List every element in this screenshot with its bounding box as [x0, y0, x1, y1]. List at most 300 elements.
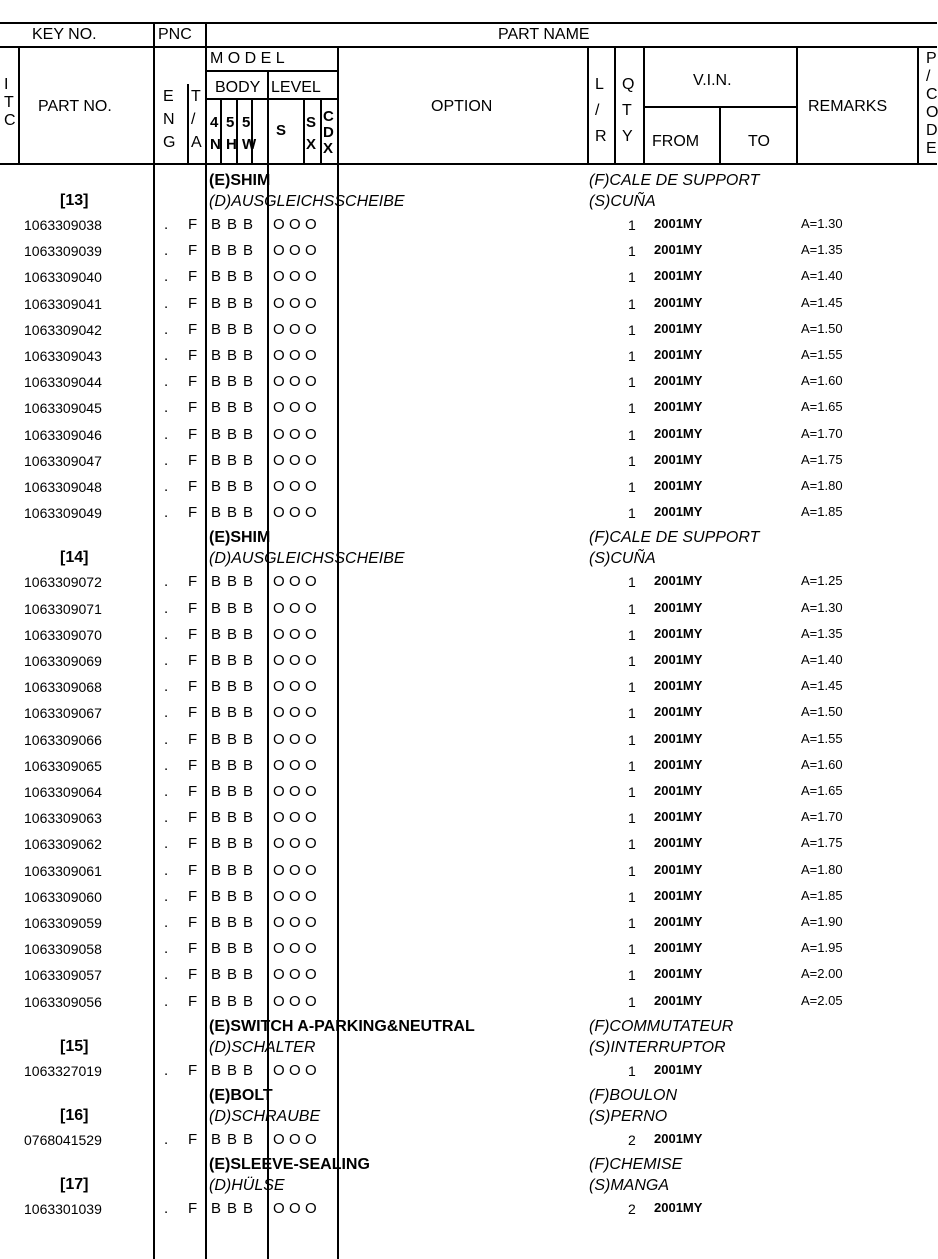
ta-header-char: T — [191, 88, 201, 105]
remarks-value: A=1.60 — [801, 756, 843, 772]
body-code: B — [227, 887, 238, 905]
ta-code: F — [188, 373, 198, 391]
ta-code: F — [188, 914, 198, 931]
body-code: B — [211, 573, 222, 591]
part-number: 1063327019 — [24, 1062, 102, 1079]
level-code: O — [289, 1131, 301, 1148]
body-col-header-char: N — [210, 136, 221, 153]
level-code: O — [305, 861, 317, 879]
quantity: 1 — [628, 295, 636, 312]
body-code: B — [227, 756, 238, 774]
body-code: B — [211, 678, 222, 696]
remarks-value: A=1.90 — [801, 914, 843, 929]
remarks-value: A=1.45 — [801, 294, 843, 310]
part-name-french: (F)CALE DE SUPPORT — [589, 529, 760, 547]
level-code: O — [289, 599, 301, 617]
level-code: O — [289, 216, 301, 233]
vin-from: 2001MY — [654, 809, 703, 825]
level-sx-header-char: S — [306, 114, 317, 131]
body-code: B — [211, 451, 222, 469]
header-subdivider-4 — [719, 106, 721, 164]
vin-from: 2001MY — [654, 992, 703, 1008]
body-header: BODY — [215, 79, 261, 96]
body-code: B — [243, 1131, 254, 1148]
eng-code: . — [164, 216, 169, 233]
part-number: 1063309066 — [24, 731, 102, 748]
level-sx-header-char: X — [306, 136, 317, 153]
body-code: B — [211, 652, 222, 669]
ta-code: F — [188, 1131, 198, 1148]
quantity: 1 — [628, 243, 636, 260]
part-name-english: (E)SHIM — [209, 529, 271, 547]
body-code: B — [211, 1131, 222, 1148]
level-code: O — [273, 347, 285, 364]
level-code: O — [289, 1200, 301, 1218]
ta-code: F — [188, 478, 198, 495]
body-code: B — [243, 599, 254, 617]
level-cdx-header-char: X — [323, 140, 334, 157]
vin-from: 2001MY — [654, 783, 703, 798]
body-col-header-char: 5 — [242, 114, 251, 131]
ta-code: F — [188, 992, 198, 1010]
part-name-french: (F)BOULON — [589, 1087, 677, 1104]
remarks-value: A=1.30 — [801, 216, 843, 231]
level-code: O — [289, 809, 301, 827]
part-number: 1063309042 — [24, 321, 102, 338]
body-code: B — [243, 1200, 254, 1218]
eng-code: . — [164, 451, 169, 469]
body-code: B — [227, 678, 238, 696]
level-code: O — [305, 678, 317, 696]
body-code: B — [227, 1200, 238, 1218]
level-code: O — [305, 573, 317, 591]
part-number: 1063309063 — [24, 810, 102, 827]
vin-from: 2001MY — [654, 1131, 703, 1146]
remarks-value: A=1.60 — [801, 373, 843, 389]
part-name-german: (D)AUSGLEICHSSCHEIBE — [209, 193, 405, 210]
quantity: 1 — [628, 452, 636, 469]
part-number: 1063309048 — [24, 479, 102, 495]
eng-code: . — [164, 966, 169, 984]
body-code: B — [243, 992, 254, 1010]
level-code: O — [273, 373, 285, 391]
body-code: B — [243, 940, 254, 958]
body-code: B — [211, 783, 222, 800]
remarks-value: A=1.55 — [801, 347, 843, 362]
body-code: B — [243, 914, 254, 931]
ta-code: F — [188, 940, 198, 958]
body-code: B — [227, 399, 238, 417]
eng-code: . — [164, 783, 169, 800]
level-code: O — [289, 399, 301, 417]
body-code: B — [211, 940, 222, 958]
remarks-value: A=1.70 — [801, 809, 843, 825]
body-code: B — [211, 294, 222, 312]
body-column-rule-1 — [205, 164, 207, 1259]
remarks-value: A=1.65 — [801, 783, 843, 798]
body-code: B — [243, 268, 254, 286]
body-code: B — [211, 625, 222, 643]
level-code: O — [273, 1061, 285, 1079]
body-code: B — [211, 320, 222, 338]
vin-from: 2001MY — [654, 399, 703, 415]
eng-code: . — [164, 992, 169, 1010]
level-code: O — [305, 294, 317, 312]
eng-code: . — [164, 861, 169, 879]
ta-code: F — [188, 704, 198, 722]
part-name-header: PART NAME — [498, 26, 590, 43]
eng-code: . — [164, 347, 169, 364]
header-divider-2 — [205, 22, 207, 164]
level-code: O — [273, 704, 285, 722]
eng-code: . — [164, 294, 169, 312]
remarks-value: A=1.35 — [801, 625, 843, 641]
vin-from: 2001MY — [654, 756, 703, 772]
pnc-key-no: [14] — [60, 549, 89, 567]
level-code: O — [289, 573, 301, 591]
eng-code: . — [164, 320, 169, 338]
level-code: O — [289, 425, 301, 443]
qty-header-char: T — [622, 102, 632, 119]
header-subdivider-8 — [236, 98, 238, 164]
quantity: 1 — [628, 888, 636, 905]
level-code: O — [289, 320, 301, 338]
eng-code: . — [164, 399, 169, 417]
itc-header-char: T — [4, 94, 14, 111]
header-rule-body — [205, 98, 338, 100]
ta-code: F — [188, 730, 198, 748]
vin-to-header: TO — [748, 133, 770, 150]
eng-header-char: N — [163, 111, 175, 128]
level-code: O — [305, 1131, 317, 1148]
level-code: O — [305, 625, 317, 643]
quantity: 1 — [628, 679, 636, 696]
part-number: 1063309046 — [24, 426, 102, 443]
level-code: O — [289, 940, 301, 958]
level-code: O — [289, 294, 301, 312]
level-code: O — [289, 625, 301, 643]
level-code: O — [289, 914, 301, 931]
pcode-header-char: D — [926, 122, 938, 139]
eng-code: . — [164, 730, 169, 748]
remarks-value: A=1.55 — [801, 730, 843, 746]
eng-code: . — [164, 678, 169, 696]
part-number: 1063309038 — [24, 217, 102, 233]
level-code: O — [289, 347, 301, 364]
eng-code: . — [164, 704, 169, 722]
level-code: O — [289, 652, 301, 669]
body-code: B — [211, 599, 222, 617]
level-cdx-header-char: C — [323, 108, 334, 125]
body-code: B — [227, 451, 238, 469]
body-code: B — [243, 425, 254, 443]
header-subdivider-0 — [337, 46, 339, 164]
part-name-spanish: (S)INTERRUPTOR — [589, 1038, 726, 1056]
body-code: B — [243, 373, 254, 391]
body-code: B — [227, 940, 238, 958]
body-code: B — [227, 809, 238, 827]
itc-header-char: I — [4, 76, 9, 93]
header-divider-3 — [917, 46, 919, 164]
body-code: B — [243, 861, 254, 879]
body-code: B — [243, 399, 254, 417]
ta-code: F — [188, 242, 198, 260]
level-code: O — [289, 451, 301, 469]
level-header: LEVEL — [271, 79, 321, 96]
body-code: B — [227, 504, 238, 522]
ta-code: F — [188, 887, 198, 905]
body-code: B — [211, 809, 222, 827]
remarks-value: A=1.45 — [801, 678, 843, 694]
part-name-german: (D)AUSGLEICHSSCHEIBE — [209, 550, 405, 568]
eng-code: . — [164, 573, 169, 591]
body-code: B — [243, 320, 254, 338]
remarks-value: A=1.95 — [801, 940, 843, 956]
level-code: O — [273, 625, 285, 643]
top-rule — [0, 22, 937, 24]
vin-from: 2001MY — [654, 347, 703, 362]
quantity: 1 — [628, 836, 636, 853]
level-code: O — [289, 478, 301, 495]
body-code: B — [227, 242, 238, 260]
level-code: O — [305, 914, 317, 931]
header-subdivider-5 — [187, 84, 189, 164]
eng-code: . — [164, 478, 169, 495]
part-name-spanish: (S)CUÑA — [589, 550, 656, 568]
level-code: O — [305, 966, 317, 984]
vin-from: 2001MY — [654, 425, 703, 441]
part-number: 1063309057 — [24, 967, 102, 984]
ta-code: F — [188, 756, 198, 774]
eng-code: . — [164, 1061, 169, 1079]
ta-code: F — [188, 216, 198, 233]
quantity: 1 — [628, 941, 636, 958]
body-code: B — [227, 652, 238, 669]
pnc-key-no: [16] — [60, 1107, 89, 1124]
part-number: 1063309071 — [24, 600, 102, 617]
option-header: OPTION — [431, 98, 493, 115]
header-subdivider-6 — [267, 70, 269, 164]
level-code: O — [273, 914, 285, 931]
vin-from: 2001MY — [654, 704, 703, 720]
level-code: O — [305, 268, 317, 286]
remarks-value: A=1.75 — [801, 451, 843, 467]
quantity: 1 — [628, 400, 636, 417]
level-code: O — [305, 940, 317, 958]
level-code: O — [273, 478, 285, 495]
level-code: O — [305, 451, 317, 469]
ta-code: F — [188, 1061, 198, 1079]
quantity: 1 — [628, 993, 636, 1010]
body-code: B — [211, 425, 222, 443]
body-col-header-char: H — [226, 136, 237, 153]
remarks-value: A=1.50 — [801, 704, 843, 720]
body-col-header-char: 5 — [226, 114, 235, 131]
level-code: O — [273, 451, 285, 469]
part-number: 1063309064 — [24, 784, 102, 800]
level-code: O — [289, 704, 301, 722]
header-divider-4 — [796, 46, 798, 164]
part-number: 1063309039 — [24, 243, 102, 260]
quantity: 1 — [628, 479, 636, 495]
level-code: O — [305, 216, 317, 233]
quantity: 1 — [628, 348, 636, 364]
itc-header-char: C — [4, 112, 16, 129]
level-code: O — [305, 347, 317, 364]
eng-code: . — [164, 1200, 169, 1218]
level-code: O — [273, 887, 285, 905]
level-code: O — [305, 756, 317, 774]
level-code: O — [305, 1061, 317, 1079]
level-code: O — [273, 242, 285, 260]
ta-code: F — [188, 451, 198, 469]
level-code: O — [289, 1061, 301, 1079]
level-code: O — [273, 992, 285, 1010]
part-number: 1063309047 — [24, 452, 102, 469]
part-name-german: (D)SCHALTER — [209, 1038, 316, 1056]
body-code: B — [211, 1200, 222, 1218]
body-code: B — [243, 294, 254, 312]
part-name-spanish: (S)MANGA — [589, 1177, 669, 1195]
body-code: B — [227, 730, 238, 748]
level-code: O — [305, 783, 317, 800]
body-code: B — [243, 887, 254, 905]
level-code: O — [273, 216, 285, 233]
remarks-value: A=1.75 — [801, 835, 843, 851]
level-code: O — [305, 809, 317, 827]
level-code: O — [273, 320, 285, 338]
body-code: B — [227, 216, 238, 233]
ta-header-char: A — [191, 134, 202, 151]
part-number: 1063309069 — [24, 653, 102, 669]
body-code: B — [243, 504, 254, 522]
remarks-value: A=1.85 — [801, 504, 843, 520]
lr-header-char: / — [595, 102, 600, 119]
level-code: O — [289, 242, 301, 260]
part-name-english: (E)BOLT — [209, 1087, 273, 1104]
level-code: O — [289, 783, 301, 800]
body-code: B — [243, 730, 254, 748]
quantity: 1 — [628, 321, 636, 338]
level-code: O — [289, 268, 301, 286]
vin-from: 2001MY — [654, 478, 703, 493]
qty-header-char: Q — [622, 76, 635, 93]
ta-code: F — [188, 294, 198, 312]
remarks-value: A=1.40 — [801, 652, 843, 667]
level-s-header: S — [276, 122, 287, 139]
vin-from: 2001MY — [654, 730, 703, 746]
vin-from: 2001MY — [654, 294, 703, 310]
body-col-header-char: 4 — [210, 114, 219, 131]
header-subdivider-7 — [220, 98, 222, 164]
body-code: B — [243, 704, 254, 722]
level-code: O — [305, 320, 317, 338]
ta-code: F — [188, 268, 198, 286]
header-divider-0 — [18, 46, 20, 164]
body-code: B — [227, 320, 238, 338]
part-name-english: (E)SHIM — [209, 172, 271, 189]
body-code: B — [227, 599, 238, 617]
ta-code: F — [188, 625, 198, 643]
header-subdivider-1 — [587, 46, 589, 164]
ta-code: F — [188, 399, 198, 417]
body-code: B — [227, 1131, 238, 1148]
body-code: B — [211, 242, 222, 260]
pcode-header-char: O — [926, 104, 938, 121]
body-code: B — [211, 478, 222, 495]
part-number: 0768041529 — [24, 1132, 102, 1148]
eng-code: . — [164, 809, 169, 827]
eng-code: . — [164, 504, 169, 522]
body-code: B — [243, 966, 254, 984]
level-code: O — [273, 809, 285, 827]
part-name-german: (D)SCHRAUBE — [209, 1108, 321, 1125]
level-code: O — [273, 652, 285, 669]
level-code: O — [273, 573, 285, 591]
body-code: B — [211, 861, 222, 879]
level-code: O — [305, 425, 317, 443]
part-number: 1063309061 — [24, 862, 102, 879]
level-code: O — [305, 704, 317, 722]
quantity: 1 — [628, 862, 636, 879]
body-column-rule-3 — [337, 164, 339, 1259]
level-code: O — [273, 425, 285, 443]
pnc-key-no: [13] — [60, 192, 89, 209]
level-code: O — [305, 652, 317, 669]
part-number: 1063309067 — [24, 705, 102, 722]
header-subdivider-9 — [251, 98, 253, 164]
part-name-spanish: (S)CUÑA — [589, 193, 656, 210]
body-code: B — [227, 914, 238, 931]
level-code: O — [273, 294, 285, 312]
body-code: B — [243, 678, 254, 696]
level-code: O — [273, 756, 285, 774]
body-code: B — [243, 625, 254, 643]
eng-code: . — [164, 1131, 169, 1148]
quantity: 1 — [628, 574, 636, 591]
body-code: B — [243, 756, 254, 774]
pnc-key-no: [15] — [60, 1037, 89, 1055]
quantity: 1 — [628, 757, 636, 774]
header-subdivider-3 — [643, 46, 645, 164]
quantity: 1 — [628, 600, 636, 617]
ta-code: F — [188, 966, 198, 984]
model-header: M O D E L — [210, 50, 285, 67]
header-subdivider-11 — [320, 98, 322, 164]
vin-from: 2001MY — [654, 887, 703, 903]
part-number: 1063309072 — [24, 574, 102, 591]
level-code: O — [289, 756, 301, 774]
body-code: B — [243, 347, 254, 364]
remarks-value: A=1.50 — [801, 320, 843, 336]
level-code: O — [273, 783, 285, 800]
header-subdivider-10 — [303, 98, 305, 164]
body-code: B — [243, 573, 254, 591]
body-code: B — [211, 399, 222, 417]
qty-header-char: Y — [622, 128, 633, 145]
body-code: B — [227, 1061, 238, 1079]
level-code: O — [289, 966, 301, 984]
vin-from: 2001MY — [654, 835, 703, 851]
remarks-value: A=2.05 — [801, 992, 843, 1008]
body-code: B — [243, 652, 254, 669]
level-code: O — [289, 861, 301, 879]
vin-from: 2001MY — [654, 940, 703, 956]
eng-code: . — [164, 940, 169, 958]
level-code: O — [289, 887, 301, 905]
body-code: B — [211, 347, 222, 364]
ta-code: F — [188, 320, 198, 338]
